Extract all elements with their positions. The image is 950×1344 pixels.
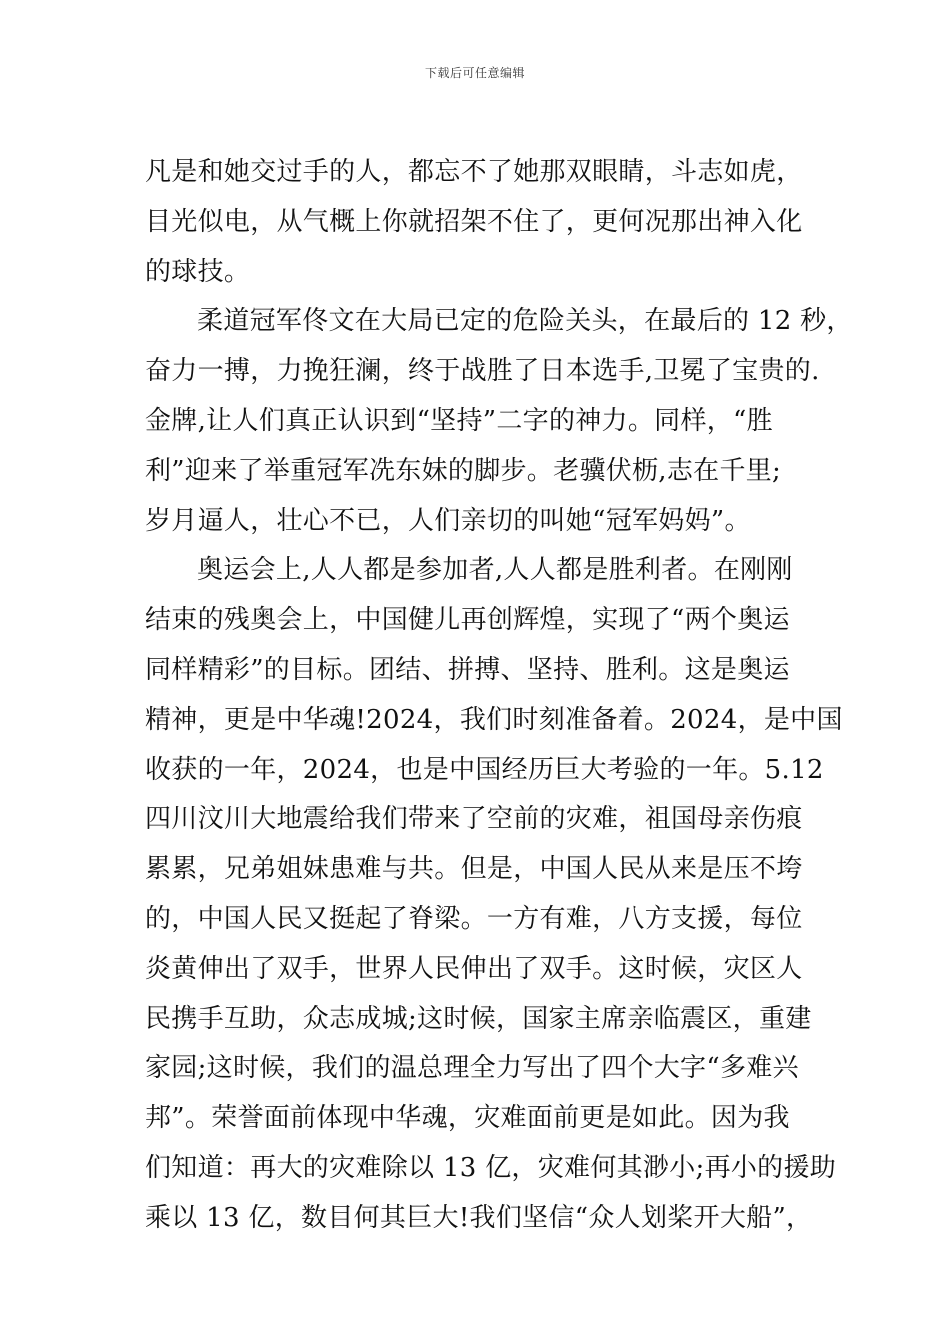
- paragraph-start-line: 柔道冠军佟文在大局已定的危险关头，在最后的 12 秒，: [197, 306, 853, 337]
- text-line: 乘以 13 亿，数目何其巨大!我们坚信“众人划桨开大船”，: [145, 1202, 813, 1233]
- text-line: 奋力一搏，力挽狂澜，终于战胜了日本选手,卫冕了宝贵的.: [145, 356, 820, 387]
- text-line: 家园;这时候，我们的温总理全力写出了四个大字“多难兴: [145, 1053, 799, 1084]
- text-line: 结束的残奥会上，中国健儿再创辉煌，实现了“两个奥运: [145, 605, 790, 636]
- text-line: 邦”。荣誉面前体现中华魂，灾难面前更是如此。因为我: [145, 1103, 790, 1134]
- text-line: 金牌,让人们真正认识到“坚持”二字的神力。同样，“胜: [145, 405, 773, 436]
- document-body: [145, 148, 853, 1244]
- text-line: 民携手互助，众志成城;这时候，国家主席亲临震区，重建: [145, 1003, 812, 1034]
- text-line: 的，中国人民又挺起了脊梁。一方有难，八方支援，每位: [145, 903, 803, 934]
- text-line: 收获的一年，2024，也是中国经历巨大考验的一年。5.12: [145, 754, 824, 785]
- text-line: 累累，兄弟姐妹患难与共。但是，中国人民从来是压不垮: [145, 854, 803, 885]
- paragraph-start-line: 奥运会上,人人都是参加者,人人都是胜利者。在刚刚: [197, 555, 793, 586]
- page-header: 下载后可任意编辑: [424, 66, 525, 80]
- text-line: 同样精彩”的目标。团结、拼搏、坚持、胜利。这是奥运: [145, 654, 790, 685]
- text-line: 精神，更是中华魂!2024，我们时刻准备着。2024，是中国: [145, 704, 843, 735]
- text-line: 利”迎来了举重冠军冼东妹的脚步。老骥伏枥,志在千里;: [145, 455, 782, 486]
- text-line: 岁月逼人，壮心不已，人们亲切的叫她“冠军妈妈”。: [145, 505, 751, 536]
- text-line: 炎黄伸出了双手，世界人民伸出了双手。这时候，灾区人: [145, 953, 803, 984]
- text-line: 目光似电，从气概上你就招架不住了，更何况那出神入化: [145, 206, 803, 237]
- text-line: 们知道：再大的灾难除以 13 亿，灾难何其渺小;再小的援助: [145, 1152, 837, 1183]
- text-line: 的球技。: [145, 256, 251, 287]
- text-line: 凡是和她交过手的人，都忘不了她那双眼睛，斗志如虎，: [145, 157, 803, 187]
- text-line: 四川汶川大地震给我们带来了空前的灾难，祖国母亲伤痕: [145, 804, 803, 835]
